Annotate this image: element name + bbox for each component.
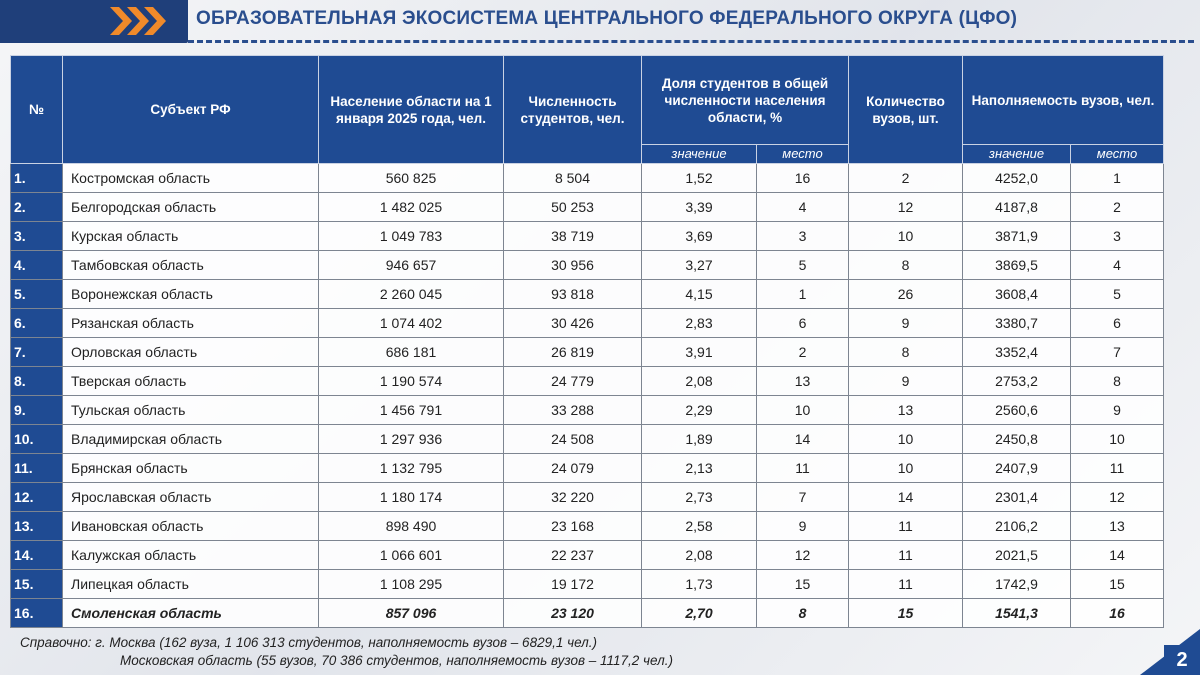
reference-note (20, 634, 673, 670)
row-fill-place: 7 (1071, 338, 1164, 367)
row-fill-place: 8 (1071, 367, 1164, 396)
row-share-place: 7 (757, 483, 849, 512)
row-universities: 10 (849, 222, 963, 251)
row-share-value: 1,73 (642, 570, 757, 599)
row-share-place: 10 (757, 396, 849, 425)
row-students: 93 818 (504, 280, 642, 309)
row-population: 686 181 (319, 338, 504, 367)
row-num: 3. (11, 222, 63, 251)
row-num: 10. (11, 425, 63, 454)
row-students: 33 288 (504, 396, 642, 425)
row-share-place: 13 (757, 367, 849, 396)
row-subject: Ярославская область (63, 483, 319, 512)
row-num: 13. (11, 512, 63, 541)
row-num: 9. (11, 396, 63, 425)
header-students: Численность студентов, чел. (504, 56, 642, 164)
row-num: 12. (11, 483, 63, 512)
table-row (11, 367, 1164, 396)
row-universities: 13 (849, 396, 963, 425)
row-share-value: 3,69 (642, 222, 757, 251)
row-share-place: 4 (757, 193, 849, 222)
row-subject: Брянская область (63, 454, 319, 483)
row-num: 6. (11, 309, 63, 338)
row-universities: 15 (849, 599, 963, 628)
row-subject: Калужская область (63, 541, 319, 570)
header-fill: Наполняемость вузов, чел. (963, 56, 1164, 145)
row-fill-value: 2753,2 (963, 367, 1071, 396)
row-share-value: 1,89 (642, 425, 757, 454)
header-share: Доля студентов в общей численности населения области, % (642, 56, 849, 145)
row-students: 22 237 (504, 541, 642, 570)
row-population: 560 825 (319, 164, 504, 193)
row-students: 38 719 (504, 222, 642, 251)
row-subject: Тамбовская область (63, 251, 319, 280)
row-universities: 8 (849, 338, 963, 367)
row-fill-value: 2560,6 (963, 396, 1071, 425)
table-row (11, 425, 1164, 454)
header-fill-place: место (1071, 145, 1164, 164)
row-fill-place: 5 (1071, 280, 1164, 309)
row-num: 11. (11, 454, 63, 483)
table-row (11, 193, 1164, 222)
row-universities: 10 (849, 425, 963, 454)
row-share-place: 1 (757, 280, 849, 309)
row-universities: 2 (849, 164, 963, 193)
row-population: 857 096 (319, 599, 504, 628)
table-row (11, 454, 1164, 483)
row-share-place: 11 (757, 454, 849, 483)
row-population: 1 049 783 (319, 222, 504, 251)
row-num: 8. (11, 367, 63, 396)
row-share-value: 1,52 (642, 164, 757, 193)
page-title: ОБРАЗОВАТЕЛЬНАЯ ЭКОСИСТЕМА ЦЕНТРАЛЬНОГО ФЕДЕРАЛЬНОГО ОКРУГА (ЦФО) (196, 8, 1018, 29)
row-num: 14. (11, 541, 63, 570)
row-fill-place: 11 (1071, 454, 1164, 483)
row-fill-value: 2407,9 (963, 454, 1071, 483)
universities-table (10, 55, 1164, 628)
header-subject: Субъект РФ (63, 56, 319, 164)
row-fill-value: 4252,0 (963, 164, 1071, 193)
row-share-value: 2,29 (642, 396, 757, 425)
row-share-place: 9 (757, 512, 849, 541)
row-fill-value: 1541,3 (963, 599, 1071, 628)
row-share-place: 6 (757, 309, 849, 338)
row-fill-place: 4 (1071, 251, 1164, 280)
row-num: 5. (11, 280, 63, 309)
table-row (11, 251, 1164, 280)
row-fill-value: 2450,8 (963, 425, 1071, 454)
header-share-place: место (757, 145, 849, 164)
table-row (11, 541, 1164, 570)
row-share-value: 2,13 (642, 454, 757, 483)
table-row (11, 396, 1164, 425)
row-universities: 26 (849, 280, 963, 309)
row-share-place: 8 (757, 599, 849, 628)
row-share-value: 3,27 (642, 251, 757, 280)
table-row (11, 280, 1164, 309)
table-row (11, 599, 1164, 628)
row-universities: 12 (849, 193, 963, 222)
header-share-value: значение (642, 145, 757, 164)
row-population: 1 108 295 (319, 570, 504, 599)
row-share-value: 2,83 (642, 309, 757, 338)
row-subject: Рязанская область (63, 309, 319, 338)
row-subject: Белгородская область (63, 193, 319, 222)
row-population: 1 456 791 (319, 396, 504, 425)
row-students: 30 956 (504, 251, 642, 280)
row-population: 898 490 (319, 512, 504, 541)
row-num: 15. (11, 570, 63, 599)
row-share-place: 5 (757, 251, 849, 280)
row-subject: Воронежская область (63, 280, 319, 309)
header-population: Население области на 1 января 2025 года, чел. (319, 56, 504, 164)
note-line-1: Справочно: г. Москва (162 вуза, 1 106 313 студентов, наполняемость вузов – 6829,1 чел.) (20, 635, 598, 650)
row-students: 24 779 (504, 367, 642, 396)
row-universities: 14 (849, 483, 963, 512)
row-population: 1 180 174 (319, 483, 504, 512)
row-share-value: 2,73 (642, 483, 757, 512)
row-share-place: 16 (757, 164, 849, 193)
row-fill-value: 3608,4 (963, 280, 1071, 309)
row-fill-place: 15 (1071, 570, 1164, 599)
row-students: 24 508 (504, 425, 642, 454)
row-fill-place: 3 (1071, 222, 1164, 251)
row-universities: 9 (849, 309, 963, 338)
row-universities: 11 (849, 570, 963, 599)
chevrons-right-icon (110, 5, 170, 37)
row-share-value: 2,70 (642, 599, 757, 628)
row-population: 946 657 (319, 251, 504, 280)
row-population: 1 190 574 (319, 367, 504, 396)
row-fill-value: 3352,4 (963, 338, 1071, 367)
table-row (11, 338, 1164, 367)
row-fill-value: 2021,5 (963, 541, 1071, 570)
row-students: 50 253 (504, 193, 642, 222)
row-num: 7. (11, 338, 63, 367)
row-share-value: 3,39 (642, 193, 757, 222)
row-fill-place: 14 (1071, 541, 1164, 570)
row-fill-value: 2301,4 (963, 483, 1071, 512)
row-fill-place: 9 (1071, 396, 1164, 425)
row-share-value: 4,15 (642, 280, 757, 309)
row-fill-value: 3869,5 (963, 251, 1071, 280)
row-students: 26 819 (504, 338, 642, 367)
row-universities: 8 (849, 251, 963, 280)
table-body (11, 164, 1164, 628)
row-students: 8 504 (504, 164, 642, 193)
row-subject: Костромская область (63, 164, 319, 193)
row-fill-place: 16 (1071, 599, 1164, 628)
row-share-value: 2,58 (642, 512, 757, 541)
note-line-2: Московская область (55 вузов, 70 386 студентов, наполняемость вузов – 1117,2 чел.) (120, 653, 673, 668)
row-students: 23 168 (504, 512, 642, 541)
row-subject: Тульская область (63, 396, 319, 425)
row-num: 1. (11, 164, 63, 193)
row-universities: 11 (849, 512, 963, 541)
row-share-value: 2,08 (642, 541, 757, 570)
row-num: 2. (11, 193, 63, 222)
row-share-place: 12 (757, 541, 849, 570)
row-fill-value: 4187,8 (963, 193, 1071, 222)
row-fill-place: 1 (1071, 164, 1164, 193)
row-students: 19 172 (504, 570, 642, 599)
header-fill-value: значение (963, 145, 1071, 164)
row-fill-value: 3380,7 (963, 309, 1071, 338)
row-num: 4. (11, 251, 63, 280)
row-students: 32 220 (504, 483, 642, 512)
row-fill-place: 10 (1071, 425, 1164, 454)
row-fill-place: 12 (1071, 483, 1164, 512)
table-row (11, 222, 1164, 251)
row-students: 23 120 (504, 599, 642, 628)
table-row (11, 483, 1164, 512)
row-share-place: 15 (757, 570, 849, 599)
row-students: 30 426 (504, 309, 642, 338)
row-universities: 10 (849, 454, 963, 483)
row-population: 1 066 601 (319, 541, 504, 570)
logo-block (0, 0, 188, 43)
row-population: 2 260 045 (319, 280, 504, 309)
row-population: 1 297 936 (319, 425, 504, 454)
row-population: 1 074 402 (319, 309, 504, 338)
row-subject: Смоленская область (63, 599, 319, 628)
row-share-place: 3 (757, 222, 849, 251)
row-subject: Липецкая область (63, 570, 319, 599)
table-row (11, 512, 1164, 541)
row-share-value: 2,08 (642, 367, 757, 396)
row-subject: Ивановская область (63, 512, 319, 541)
header-universities: Количество вузов, шт. (849, 56, 963, 164)
row-population: 1 132 795 (319, 454, 504, 483)
row-share-place: 14 (757, 425, 849, 454)
data-table-container (10, 55, 1163, 628)
row-subject: Орловская область (63, 338, 319, 367)
table-row (11, 309, 1164, 338)
page-number: 2 (1164, 645, 1200, 675)
row-subject: Тверская область (63, 367, 319, 396)
row-num: 16. (11, 599, 63, 628)
row-students: 24 079 (504, 454, 642, 483)
header-num: № (11, 56, 63, 164)
row-fill-value: 2106,2 (963, 512, 1071, 541)
row-universities: 11 (849, 541, 963, 570)
row-fill-place: 2 (1071, 193, 1164, 222)
slide-header (0, 0, 1200, 48)
row-subject: Курская область (63, 222, 319, 251)
table-row (11, 164, 1164, 193)
row-share-value: 3,91 (642, 338, 757, 367)
row-fill-place: 13 (1071, 512, 1164, 541)
row-fill-value: 3871,9 (963, 222, 1071, 251)
row-fill-place: 6 (1071, 309, 1164, 338)
table-row (11, 570, 1164, 599)
row-fill-value: 1742,9 (963, 570, 1071, 599)
title-underline (188, 40, 1194, 43)
row-share-place: 2 (757, 338, 849, 367)
row-universities: 9 (849, 367, 963, 396)
row-population: 1 482 025 (319, 193, 504, 222)
row-subject: Владимирская область (63, 425, 319, 454)
